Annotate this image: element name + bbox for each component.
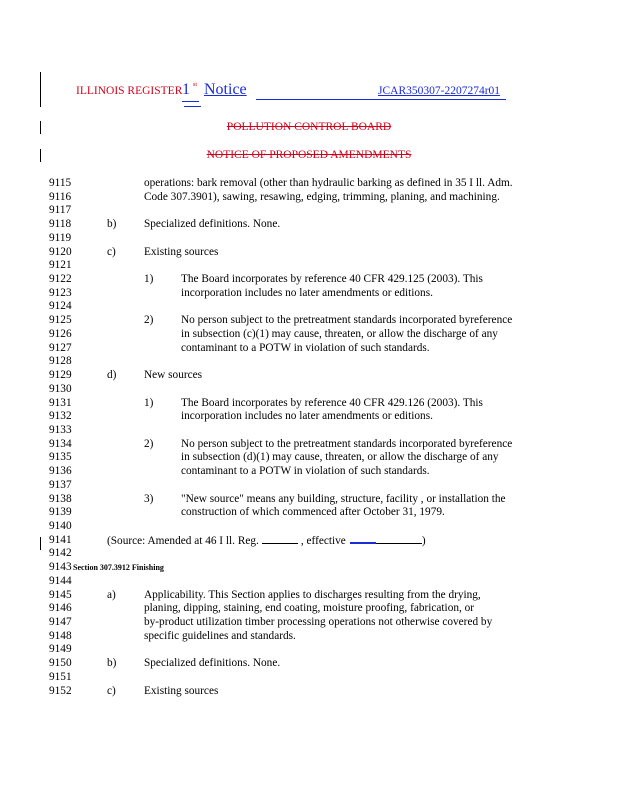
line-9127 (0, 341, 618, 355)
line-9139 (0, 505, 618, 519)
line-text: Specialized definitions. None. (144, 218, 281, 231)
line-9151 (0, 670, 618, 684)
line-number: 9129 (49, 369, 72, 382)
line-9148 (0, 629, 618, 643)
line-text: incorporation includes no later amendments or editions. (181, 286, 433, 299)
line-9122 (0, 272, 618, 286)
line-number: 9145 (49, 588, 72, 601)
line-number: 9151 (49, 670, 72, 683)
page-header (76, 81, 596, 115)
line-9115 (0, 176, 618, 190)
line-number: 9146 (49, 602, 72, 615)
agency-title: POLLUTION CONTROL BOARD (226, 121, 392, 133)
line-number: 9125 (49, 314, 72, 327)
line-9134 (0, 437, 618, 451)
line-text: No person subject to the pretreatment standards incorporated byreference (181, 314, 513, 327)
line-9149 (0, 642, 618, 656)
line-text: No person subject to the pretreatment standards incorporated byreference (181, 437, 513, 450)
line-number: 9121 (49, 259, 72, 272)
line-number: 9135 (49, 451, 72, 464)
line-9116 (0, 190, 618, 204)
notice-field[interactable]: Notice (204, 81, 247, 98)
line-text: by-product utilization timber processing operations not otherwise covered by (144, 616, 493, 629)
line-number: 9117 (49, 204, 72, 217)
subsection-label: b) (107, 657, 117, 670)
jcar-code[interactable]: JCAR350307-2207274r01 (378, 85, 501, 97)
line-9121 (0, 258, 618, 272)
line-number: 9144 (49, 574, 72, 587)
paragraph-label: 1) (144, 396, 154, 409)
line-text: "New source" means any building, structure, facility , or installation the (181, 492, 506, 505)
line-number: 9132 (49, 410, 72, 423)
notice-type-title: NOTICE OF PROPOSED AMENDMENTS (206, 149, 412, 161)
line-9120 (0, 245, 618, 259)
line-9141 (0, 533, 618, 547)
line-number: 9147 (49, 616, 72, 629)
line-text: contaminant to a POTW in violation of such standards. (181, 465, 430, 478)
line-9137 (0, 478, 618, 492)
line-number: 9115 (49, 177, 72, 189)
line-number: 9140 (49, 520, 72, 532)
line-9136 (0, 464, 618, 478)
line-9131 (0, 396, 618, 410)
subsection-label: b) (107, 218, 117, 231)
line-text: specific guidelines and standards. (144, 629, 296, 642)
line-text: contaminant to a POTW in violation of such standards. (181, 341, 430, 354)
line-9147 (0, 615, 618, 629)
line-number: 9149 (49, 643, 72, 656)
line-number: 9127 (49, 341, 72, 354)
line-9129 (0, 368, 618, 382)
subsection-label: a) (107, 588, 116, 601)
line-9130 (0, 382, 618, 396)
line-text: operations: bark removal (other than hydraulic barking as defined in 35 I ll. Adm. (144, 177, 513, 189)
line-9128 (0, 354, 618, 368)
subsection-label: c) (107, 245, 116, 258)
line-number: 9131 (49, 396, 72, 409)
subsection-label: c) (107, 684, 116, 697)
line-number: 9116 (49, 190, 72, 203)
line-text: Existing sources (144, 245, 219, 258)
paragraph-label: 2) (144, 314, 154, 327)
line-number: 9148 (49, 629, 72, 642)
line-number: 9143 (49, 561, 72, 574)
line-text: incorporation includes no later amendments or editions. (181, 410, 433, 423)
line-text: The Board incorporates by reference 40 CFR 429.125 (2003). This (181, 273, 483, 286)
line-text: in subsection (d)(1) may cause, threaten, or allow the discharge of any (181, 451, 499, 464)
line-9119 (0, 231, 618, 245)
line-number: 9124 (49, 300, 72, 313)
paragraph-label: 2) (144, 437, 154, 450)
change-bar (40, 72, 41, 107)
line-number: 9118 (49, 218, 72, 231)
section-heading: Section 307.3912 Finishing (73, 563, 164, 573)
header-rule (256, 99, 506, 100)
line-9152 (0, 684, 618, 698)
line-number: 9136 (49, 465, 72, 478)
line-9138 (0, 492, 618, 506)
line-number: 9152 (49, 684, 72, 697)
register-blank[interactable] (262, 533, 298, 544)
line-text: New sources (144, 369, 203, 382)
line-text: Applicability. This Section applies to discharges resulting from the drying, (144, 588, 481, 601)
line-number: 9134 (49, 437, 72, 450)
line-number: 9122 (49, 273, 72, 286)
line-number: 9133 (49, 423, 72, 436)
line-text: Existing sources (144, 684, 219, 697)
line-number: 9119 (49, 231, 72, 244)
line-number: 9139 (49, 506, 72, 519)
line-9140 (0, 519, 618, 533)
line-number: 9141 (49, 533, 72, 546)
issue-superscript: st (193, 82, 198, 88)
line-9118 (0, 217, 618, 231)
line-9126 (0, 327, 618, 341)
paragraph-label: 3) (144, 492, 154, 505)
line-number: 9150 (49, 657, 72, 670)
effective-date-blank[interactable] (350, 533, 422, 544)
line-9123 (0, 286, 618, 300)
line-number: 9123 (49, 286, 72, 299)
line-9133 (0, 423, 618, 437)
line-number: 9137 (49, 478, 72, 491)
line-9145 (0, 588, 618, 602)
line-number: 9142 (49, 547, 72, 560)
line-text: The Board incorporates by reference 40 CFR 429.126 (2003). This (181, 396, 483, 409)
issue-number: 1 (182, 81, 190, 98)
register-title: ILLINOIS REGISTER (76, 85, 183, 97)
line-number: 9138 (49, 492, 72, 505)
issue-underline (182, 101, 199, 102)
subsection-label: d) (107, 369, 117, 382)
source-note: (Source: Amended at 46 I ll. Reg. , effective ) (107, 534, 426, 547)
issue-underline (184, 106, 201, 107)
line-9125 (0, 313, 618, 327)
line-9135 (0, 450, 618, 464)
line-text: planing, dipping, staining, end coating, moisture proofing, fabrication, or (144, 602, 475, 615)
line-number: 9130 (49, 382, 72, 395)
line-9124 (0, 299, 618, 313)
line-9142 (0, 546, 618, 560)
line-9143 (0, 560, 618, 574)
line-9146 (0, 601, 618, 615)
line-9132 (0, 409, 618, 423)
line-9144 (0, 574, 618, 588)
line-text: Specialized definitions. None. (144, 657, 281, 670)
line-9150 (0, 656, 618, 670)
line-9117 (0, 203, 618, 217)
line-number: 9126 (49, 327, 72, 340)
line-text: Code 307.3901), sawing, resawing, edging, trimming, planing, and machining. (144, 190, 500, 203)
line-number: 9128 (49, 355, 72, 368)
line-number: 9120 (49, 245, 72, 258)
line-text: construction of which commenced after October 31, 1979. (181, 506, 445, 519)
paragraph-label: 1) (144, 273, 154, 286)
line-text: in subsection (c)(1) may cause, threaten, or allow the discharge of any (181, 327, 498, 340)
